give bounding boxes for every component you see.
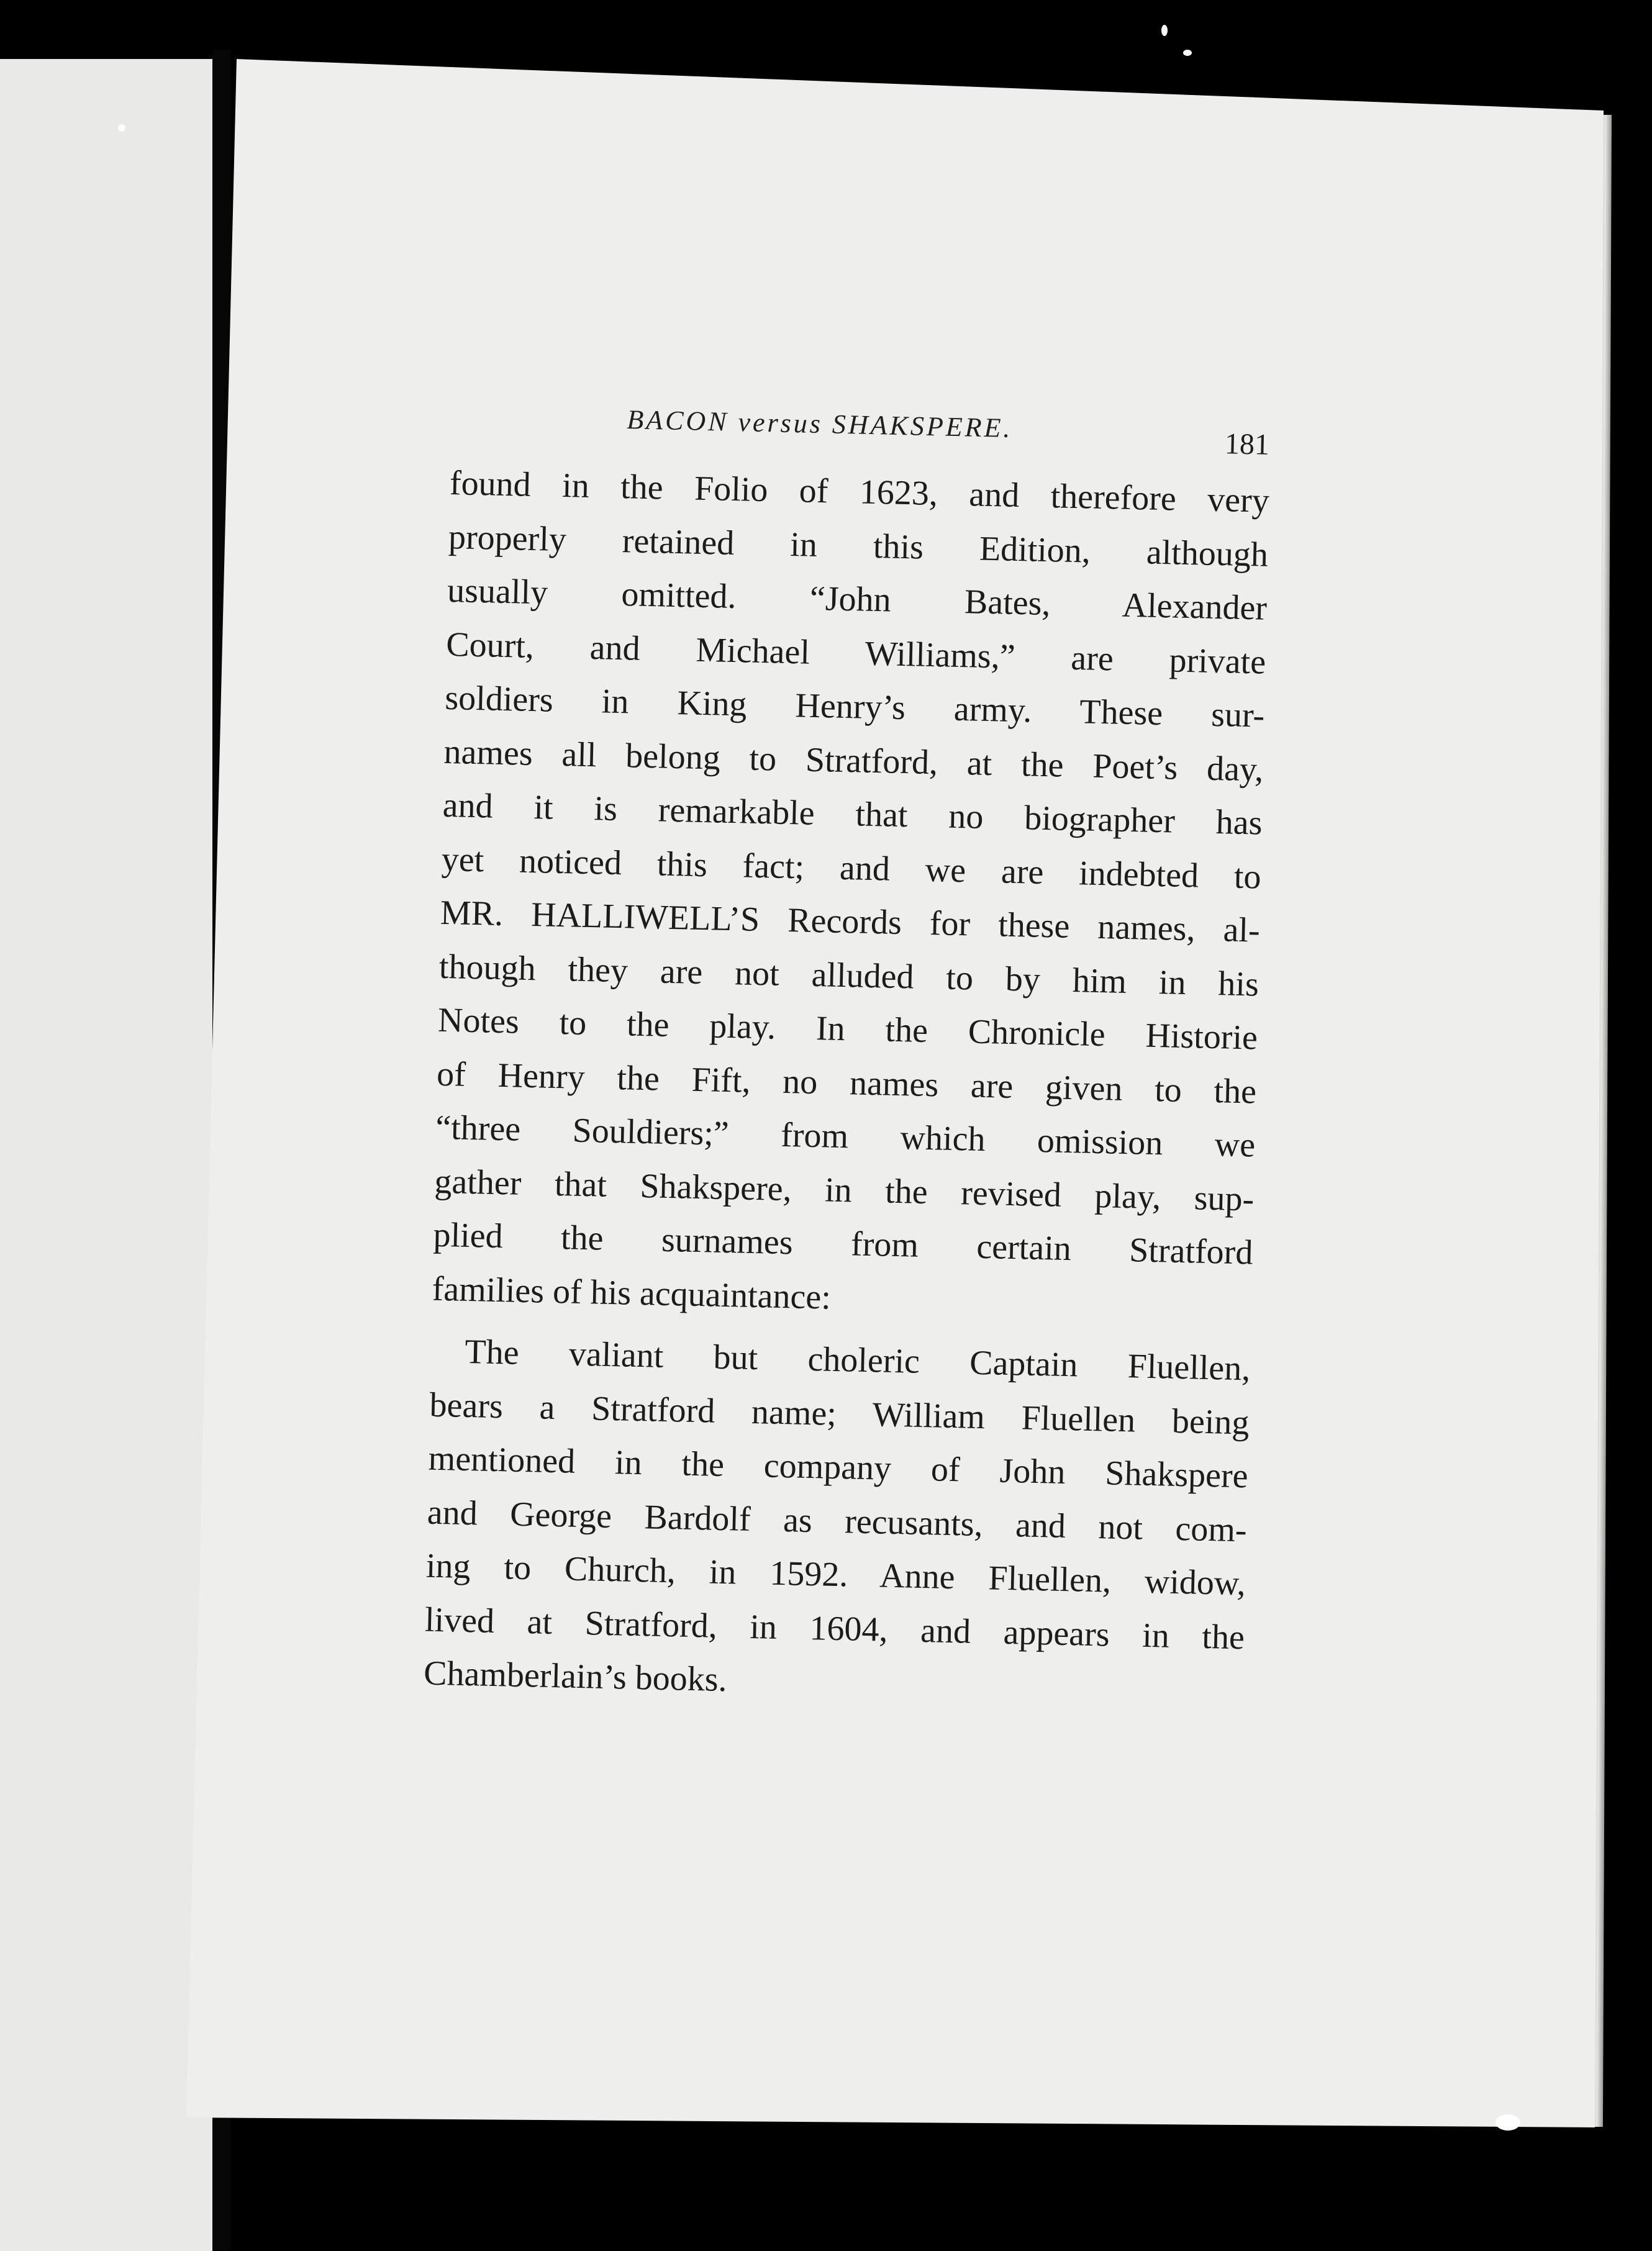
dust-speck bbox=[118, 124, 125, 132]
dust-speck bbox=[1183, 50, 1192, 56]
text-line: plied the surnames from certain Stratford bbox=[432, 1215, 1254, 1272]
running-head: BACON versus SHAKSPERE. bbox=[626, 404, 1013, 444]
text-line: and George Bardolf as recusants, and not com- bbox=[427, 1493, 1248, 1549]
text-line: Notes to the play. In the Chronicle Historie bbox=[437, 1000, 1258, 1058]
text-line: and it is remarkable that no biographer has bbox=[442, 786, 1263, 843]
text-line: MR. HALLIWELL’S Records for these names, al- bbox=[440, 893, 1261, 950]
text-line: soldiers in King Henry’s army. These sur- bbox=[444, 678, 1265, 735]
dust-speck bbox=[1495, 2114, 1520, 2131]
text-line: names all belong to Stratford, at the Poet’s day, bbox=[443, 732, 1264, 789]
facing-page bbox=[0, 59, 212, 2251]
text-line: Court, and Michael Williams,” are private bbox=[445, 625, 1266, 682]
text-line: lived at Stratford, in 1604, and appears in the bbox=[424, 1600, 1245, 1657]
text-line: of Henry the Fift, no names are given to the bbox=[436, 1054, 1257, 1112]
text-line: The valiant but choleric Captain Fluellen, bbox=[464, 1332, 1251, 1388]
text-line: usually omitted. “John Bates, Alexander bbox=[447, 571, 1268, 628]
text-line: ing to Church, in 1592. Anne Fluellen, widow, bbox=[425, 1546, 1246, 1603]
text-line: gather that Shakspere, in the revised play, sup- bbox=[433, 1162, 1255, 1219]
text-line: found in the Folio of 1623, and therefore very bbox=[449, 463, 1270, 520]
body-text bbox=[423, 456, 1269, 1718]
text-line: though they are not alluded to by him in his bbox=[438, 947, 1259, 1004]
page-number: 181 bbox=[1224, 427, 1270, 461]
text-line: Chamberlain’s books. bbox=[423, 1654, 728, 1700]
text-line: bears a Stratford name; William Fluellen being bbox=[429, 1385, 1250, 1442]
text-line: mentioned in the company of John Shakspere bbox=[428, 1439, 1249, 1496]
text-line: “three Souldiers;” from which omission we bbox=[435, 1108, 1256, 1165]
text-line: families of his acquaintance: bbox=[432, 1269, 832, 1317]
dust-speck bbox=[1161, 25, 1168, 36]
text-line: properly retained in this Edition, although bbox=[448, 517, 1269, 574]
text-line: yet noticed this fact; and we are indebted to bbox=[441, 840, 1262, 897]
